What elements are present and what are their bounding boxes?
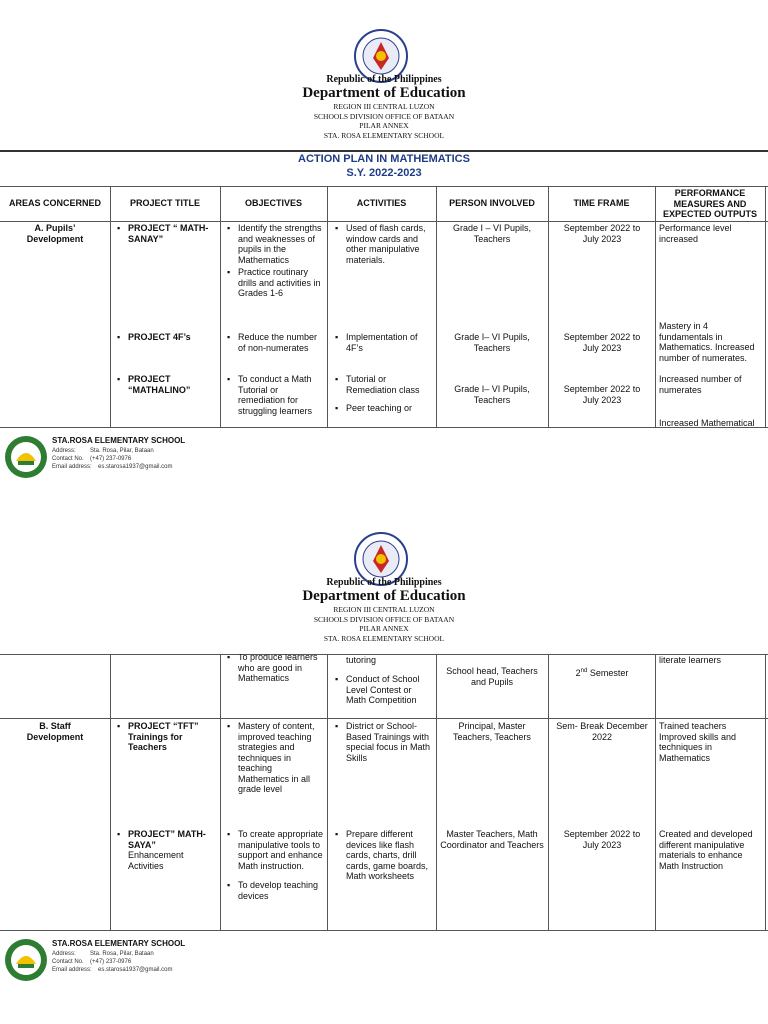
col-header-timeframe: TIME FRAME xyxy=(573,198,630,208)
objectives-math-sanay: ▪ Identify the strengths and weaknesses of pupils in the Mathematics ▪ Practice routinary drills and activities in Grades 1-6 xyxy=(227,223,322,298)
division-line: SCHOOLS DIVISION OFFICE OF BATAAN xyxy=(313,111,455,121)
footer-school-name: STA.ROSA ELEMENTARY SCHOOL xyxy=(52,436,186,445)
annex-line: PILAR ANNEX xyxy=(359,624,409,633)
document-page-1 xyxy=(0,0,768,500)
activities-math-sanay: ▪ Used of flash cards, window cards and other manipulative materials. xyxy=(335,223,426,265)
activities-math-saya: ▪ Prepare different devices like flash cards, charts, drill cards, game boards, Math worksheets xyxy=(335,829,429,881)
activities-continued-top: tutoring xyxy=(346,655,377,665)
col-header-outputs: PERFORMANCE MEASURES AND EXPECTED OUTPUTS xyxy=(662,188,757,219)
row-math-saya-clip xyxy=(0,827,768,929)
col-header-objectives: OBJECTIVES xyxy=(244,198,302,208)
project-mathalino: ▪ PROJECT “MATHALINO” xyxy=(117,374,191,395)
output-mathalino-2: Increased Mathematical xyxy=(659,418,755,426)
region-line: REGION III CENTRAL LUZON xyxy=(333,605,435,614)
activities-4fs: ▪ Implementation of 4F’s xyxy=(335,332,418,353)
output-tft: Trained teachers Improved skills and techniques in Mathematics xyxy=(659,721,737,763)
output-4fs: Mastery in 4 fundamentals in Mathematics. Increased number of numerates. xyxy=(659,321,755,363)
area-pupils: A. Pupils’ Development xyxy=(26,223,84,244)
activities-mathalino: ▪ Tutorial or Remediation class ▪ Peer teaching or xyxy=(335,374,420,413)
school-line: STA. ROSA ELEMENTARY SCHOOL xyxy=(323,633,445,643)
activities-continued: ▪ Conduct of School Level Contest or Math Competition xyxy=(335,674,420,705)
person-mathalino: Grade I– VI Pupils, Teachers xyxy=(454,384,530,405)
objectives-continued: ▪ To produce learners who are good in Mathematics xyxy=(227,654,318,683)
footer-address: Address: Sta. Rosa, Pilar, Bataan xyxy=(52,951,154,957)
time-4fs: September 2022 to July 2023 xyxy=(563,332,641,353)
region-line: REGION III CENTRAL LUZON xyxy=(333,102,435,111)
person-math-sanay: Grade I – VI Pupils, Teachers xyxy=(452,223,532,244)
footer-address: Address: Sta. Rosa, Pilar, Bataan xyxy=(52,448,154,454)
document-page-2 xyxy=(0,505,768,1005)
person-tft: Principal, Master Teachers, Teachers xyxy=(453,721,531,742)
footer-email: Email address: es.starosa1937@gmail.com xyxy=(52,967,173,973)
project-4fs: ▪ PROJECT 4F’s xyxy=(117,332,191,342)
school-logo-icon xyxy=(4,435,48,479)
school-footer xyxy=(0,936,768,986)
footer-email: Email address: es.starosa1937@gmail.com xyxy=(52,464,173,470)
output-continued: literate learners xyxy=(659,655,722,665)
title-line-2: S.Y. 2022-2023 xyxy=(346,167,422,179)
col-header-areas: AREAS CONCERNED xyxy=(8,198,101,208)
area-staff: B. Staff Development xyxy=(26,721,84,742)
department-line: Department of Education xyxy=(302,588,466,604)
output-mathalino: Increased number of numerates xyxy=(659,374,742,395)
time-mathalino: September 2022 to July 2023 xyxy=(563,384,641,405)
school-line: STA. ROSA ELEMENTARY SCHOOL xyxy=(323,130,445,140)
objectives-math-saya: ▪ To create appropriate manipulative tools to support and enhance Math instruction. ▪ To develop teaching devices xyxy=(227,829,324,901)
project-math-saya: ▪ PROJECT” MATH-SAYA” Enhancement Activities xyxy=(114,829,218,871)
output-math-saya: Created and developed different manipulative materials to enhance Math Instruction xyxy=(659,829,753,871)
letterhead xyxy=(0,577,768,643)
output-math-sanay: Performance level increased xyxy=(659,223,732,244)
person-math-saya: Master Teachers, Math Coordinator and Teachers xyxy=(440,829,544,850)
time-math-sanay: September 2022 to July 2023 xyxy=(563,223,641,244)
objectives-tft: ▪ Mastery of content, improved teaching strategies and techniques in teaching Mathematics in all grade level xyxy=(227,721,315,794)
republic-line: Republic of the Philippines xyxy=(326,74,442,85)
division-line: SCHOOLS DIVISION OFFICE OF BATAAN xyxy=(313,614,455,624)
person-4fs: Grade I– VI Pupils, Teachers xyxy=(454,332,530,353)
col-header-activities: ACTIVITIES xyxy=(356,198,407,208)
col-header-person: PERSON INVOLVED xyxy=(449,198,535,208)
objectives-mathalino: ▪ To conduct a Math Tutorial or remediation for struggling learners xyxy=(227,374,313,416)
person-continued: School head, Teachers and Pupils xyxy=(446,666,538,687)
school-logo-icon xyxy=(4,938,48,982)
footer-contact: Contact No. (+47) 237-0976 xyxy=(52,959,132,965)
time-tft: Sem- Break December 2022 xyxy=(556,721,648,742)
footer-school-name: STA.ROSA ELEMENTARY SCHOOL xyxy=(52,939,186,948)
department-line: Department of Education xyxy=(302,85,466,101)
time-continued: 2nd Semester xyxy=(575,668,629,678)
annex-line: PILAR ANNEX xyxy=(359,121,409,130)
time-math-saya: September 2022 to July 2023 xyxy=(563,829,641,850)
objectives-4fs: ▪ Reduce the number of non-numerates xyxy=(227,332,318,353)
col-header-project: PROJECT TITLE xyxy=(129,198,200,208)
school-footer xyxy=(0,433,768,483)
row-mathalino-clip xyxy=(0,372,768,426)
activities-tft: ▪ District or School-Based Trainings with special focus in Math Skills xyxy=(335,721,431,763)
footer-contact: Contact No. (+47) 237-0976 xyxy=(52,456,132,462)
document-title xyxy=(0,152,768,180)
project-tft: ▪ PROJECT “TFT” Trainings for Teachers xyxy=(117,721,199,752)
project-math-saya-sub: Enhancement Activities xyxy=(128,850,184,871)
continuation-row xyxy=(0,654,768,718)
title-line-1: ACTION PLAN IN MATHEMATICS xyxy=(298,153,470,165)
letterhead xyxy=(0,74,768,140)
republic-line: Republic of the Philippines xyxy=(326,577,442,588)
project-math-sanay: ▪ PROJECT “ MATH-SANAY” xyxy=(117,223,209,244)
